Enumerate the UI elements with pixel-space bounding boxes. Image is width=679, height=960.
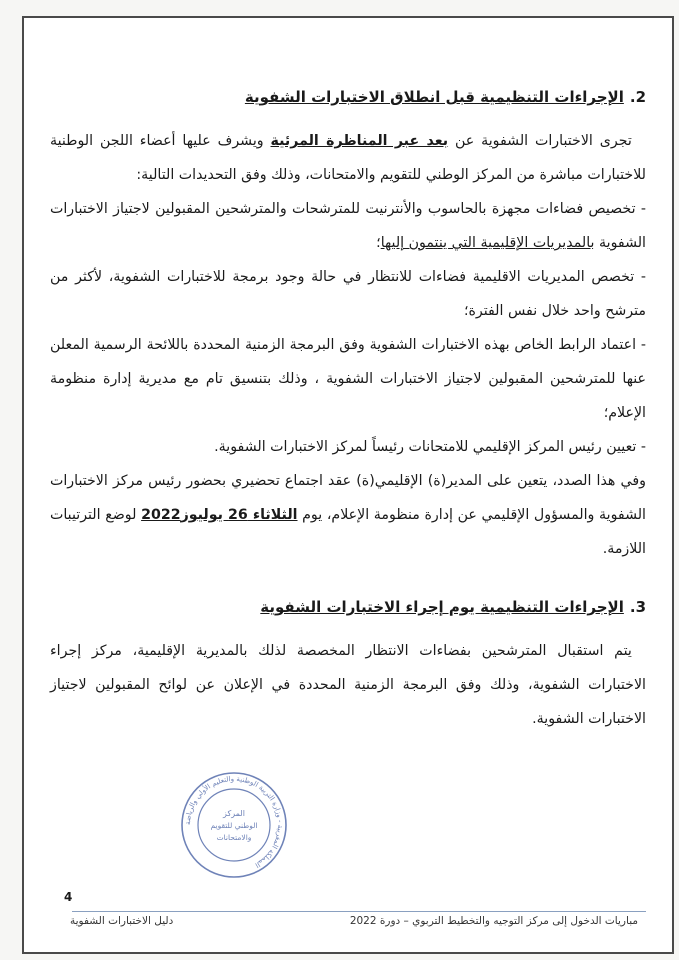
intro-text-end: ويشرف عليها أعضاء اللجن الوطنية للاختبارات مباشرة من المركز الوطني للتقويم والامتحانات، وذلك وفق التحديدات التالية:: [50, 133, 646, 183]
section-3-heading: [50, 590, 646, 624]
section-2-number: 2.: [629, 88, 646, 106]
section-3-title: الإجراءات التنظيمية يوم إجراء الاختبارات الشفوية: [260, 598, 624, 616]
stamp-line-2: الوطني للتقويم: [210, 821, 258, 830]
section-3-text: يتم استقبال المترشحين بفضاءات الانتظار المخصصة لذلك بالمديرية الإقليمية، مركز إجراء الاختبارات الشفوية، وذلك وفق البرمجة الزمنية المحددة في الإعلان عن لوائح المقبولين لاجتياز الاختبارات الشفوية.: [50, 643, 646, 727]
meeting-date: الثلاثاء 26 يوليوز2022: [141, 507, 298, 523]
bullet-1-text: - تخصيص فضاءات مجهزة بالحاسوب والأنترنيت للمترشحات والمترشحين المقبولين لاجتياز الاختبارات الشفوية: [50, 201, 646, 251]
footer-exam-title: مباريات الدخول إلى مركز التوجيه والتخطيط التربوي – دورة 2022: [349, 915, 638, 927]
section-3-number: 3.: [629, 598, 646, 616]
intro-text-start: تجرى الاختبارات الشفوية عن: [448, 133, 632, 149]
intro-paragraph: [50, 124, 646, 192]
section-2-heading: [50, 80, 646, 114]
page-number: 4: [64, 890, 73, 904]
stamp-line-3: والامتحانات: [216, 833, 252, 842]
document-page: [22, 16, 674, 954]
document-body: [50, 80, 646, 736]
intro-emphasis: بعد عبر المناظرة المرئية: [270, 133, 449, 149]
section-3-paragraph: [50, 634, 646, 736]
footer-guide-title: دليل الاختبارات الشفوية: [70, 915, 174, 927]
bullet-1: [50, 192, 646, 260]
bullet-4: - تعيين رئيس المركز الإقليمي للامتحانات رئيساً لمركز الاختبارات الشفوية.: [214, 439, 646, 455]
footer-divider: [72, 911, 646, 912]
stamp-graphic: [179, 770, 289, 880]
bullet-1-end: ؛: [376, 235, 381, 251]
meeting-text-end: لوضع الترتيبات اللازمة.: [50, 507, 646, 557]
section-2-title: الإجراءات التنظيمية قبل انطلاق الاختبارات الشفوية: [244, 88, 624, 106]
bullet-2: - تخصص المديريات الاقليمية فضاءات للانتظار في حالة وجود برمجة للاختبارات الشفوية، لأكثر من مترشح واحد خلال نفس الفترة؛: [50, 269, 646, 319]
official-stamp: [179, 770, 289, 880]
bullet-1-emphasis: بالمديريات الإقليمية التي ينتمون إليها: [380, 235, 595, 251]
meeting-paragraph: [50, 464, 646, 566]
stamp-line-1: المركز: [223, 809, 245, 818]
stamp-outer-text: المملكة المغربية - وزارة التربية الوطنية والتعليم الأولي والرياضة: [183, 774, 285, 870]
bullet-3: - اعتماد الرابط الخاص بهذه الاختبارات الشفوية وفق البرمجة الزمنية المحددة باللائحة الرسمية المعلن عنها للمترشحين المقبولين لاجتياز الاختبارات الشفوية ، وذلك بتنسيق تام مع مديرية إدارة منظومة الإعلام؛: [50, 337, 646, 421]
meeting-text-start: وفي هذا الصدد، يتعين على المدير(ة) الإقليمي(ة) عقد اجتماع تحضيري بحضور رئيس مركز الاختبارات الشفوية والمسؤول الإقليمي عن إدارة منظومة الإعلام، يوم: [50, 473, 646, 523]
